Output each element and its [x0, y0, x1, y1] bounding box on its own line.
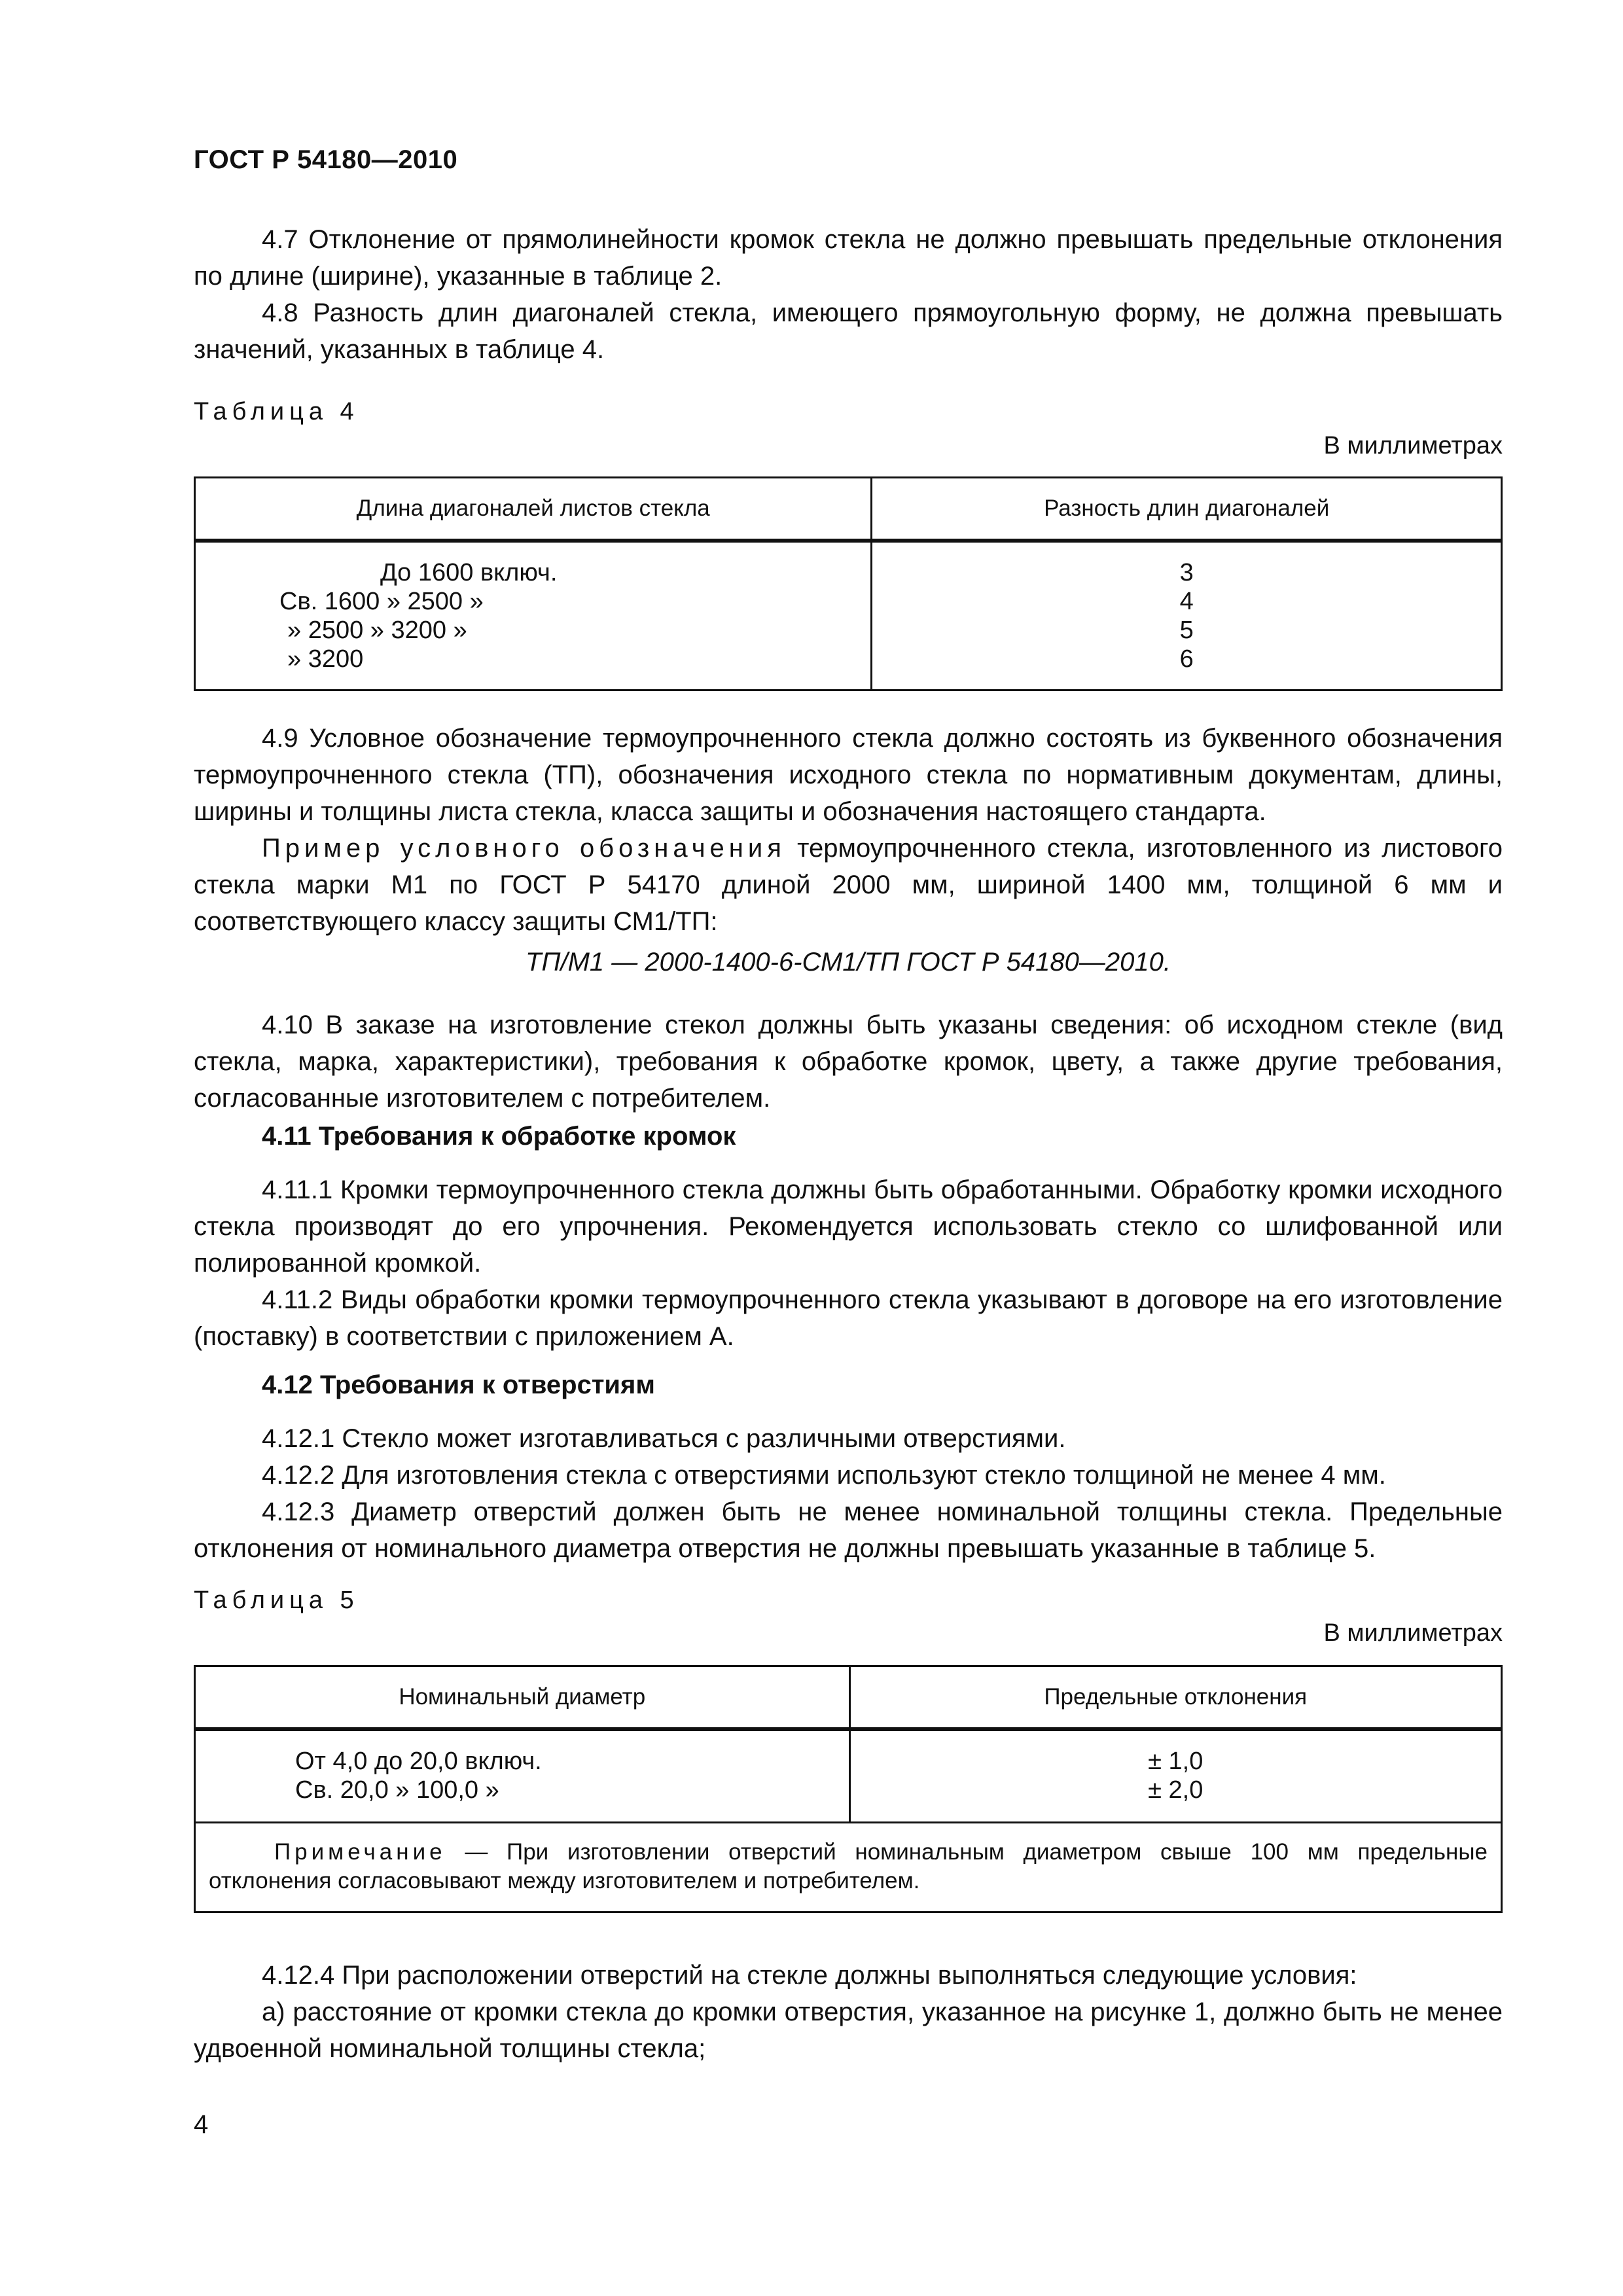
paragraph-4-12-1: 4.12.1 Стекло может изготавливаться с различными отверстиями.	[262, 1424, 1066, 1453]
example-designation: ТП/М1 — 2000-1400-6-СМ1/ТП ГОСТ Р 54180—2010.	[526, 948, 1171, 977]
table-4-caption: Таблица 4	[194, 398, 359, 425]
paragraph-4-7: 4.7 Отклонение от прямолинейности кромок стекла не должно превышать предельные отклонения по длине (ширине), указанные в таблице 2.	[194, 225, 1503, 291]
table-row: Св. 20,0 » 100,0 »	[295, 1776, 499, 1804]
paragraph-a: а) расстояние от кромки стекла до кромки отверстия, указанное на рисунке 1, должно быть не менее удвоенной номинальной толщины стекла;	[194, 1998, 1503, 2063]
table-5-value-cell	[849, 1729, 1501, 1823]
note-text: — При изготовлении отверстий номинальным диаметром свыше 100 мм предельные отклонения согласовывают между изготовителем и потребителем.	[209, 1839, 1488, 1893]
paragraph-4-12-3: 4.12.3 Диаметр отверстий должен быть не менее номинальной толщины стекла. Предельные отклонения от номинального диаметра отверстия не должны превышать указанные в таблице 5.	[194, 1498, 1503, 1563]
table-5-range-cell	[195, 1729, 850, 1823]
table-5-note	[195, 1823, 1502, 1912]
paragraph-4-9: 4.9 Условное обозначение термоупрочненного стекла должно состоять из буквенного обозначения термоупрочненного стекла (ТП), обозначения исходного стекла по нормативным документам, длины, ширины и толщины листа стекла, класса защиты и обозначения настоящего стандарта.	[194, 724, 1503, 826]
example-label: Пример условного обозначения	[262, 834, 786, 863]
table-4	[194, 476, 1503, 691]
table-4-value-cell	[872, 541, 1502, 691]
paragraph-example	[194, 830, 1503, 940]
heading-4-11: 4.11 Требования к обработке кромок	[262, 1122, 736, 1151]
table-row: ± 1,0	[1148, 1748, 1204, 1775]
table-4-header-length: Длина диагоналей листов стекла	[195, 478, 872, 541]
paragraph-4-12-2: 4.12.2 Для изготовления стекла с отверстиями используют стекло толщиной не менее 4 мм.	[262, 1461, 1386, 1490]
paragraph-4-8: 4.8 Разность длин диагоналей стекла, имеющего прямоугольную форму, не должна превышать значений, указанных в таблице 4.	[194, 298, 1503, 364]
table-row: 3	[1179, 559, 1194, 586]
table-5-header-tolerance: Предельные отклонения	[849, 1666, 1501, 1730]
paragraph-4-10: 4.10 В заказе на изготовление стекол должны быть указаны сведения: об исходном стекле (вид стекла, марка, характеристики), требования к обработке кромок, цвету, а также другие требования, согласованные изготовителем с потребителем.	[194, 1011, 1503, 1113]
example-text: термоупрочненного стекла, изготовленного из листового стекла марки М1 по ГОСТ Р 54170 длиной 2000 мм, шириной 1400 мм, толщиной 6 мм и соответствующего классу защиты СМ1/ТП:	[194, 834, 1503, 936]
table-row: 5	[1179, 617, 1194, 644]
table-row: Св. 1600 » 2500 »	[279, 588, 484, 615]
table-row: » 3200	[287, 645, 364, 673]
paragraph-4-12-4: 4.12.4 При расположении отверстий на стекле должны выполняться следующие условия:	[262, 1961, 1357, 1990]
table-row: 4	[1179, 588, 1194, 615]
document-page	[194, 0, 1503, 2296]
table-5-units: В миллиметрах	[1323, 1619, 1503, 1647]
paragraph-4-11-2: 4.11.2 Виды обработки кромки термоупрочненного стекла указывают в договоре на его изготовление (поставку) в соответствии с приложением А.	[194, 1285, 1503, 1351]
note-label: Примечание	[274, 1839, 446, 1865]
table-row: » 2500 » 3200 »	[287, 617, 467, 644]
page-number: 4	[194, 2110, 209, 2139]
table-5-caption: Таблица 5	[194, 1587, 359, 1614]
table-row: 6	[1179, 645, 1194, 673]
table-4-range-cell	[195, 541, 872, 691]
table-5-header-diameter: Номинальный диаметр	[195, 1666, 850, 1730]
table-5	[194, 1665, 1503, 1913]
table-4-units: В миллиметрах	[1323, 432, 1503, 459]
table-row: До 1600 включ.	[380, 559, 558, 586]
table-row: От 4,0 до 20,0 включ.	[295, 1748, 542, 1775]
table-row: ± 2,0	[1148, 1776, 1204, 1804]
document-header: ГОСТ Р 54180—2010	[194, 145, 458, 174]
table-4-header-difference: Разность длин диагоналей	[872, 478, 1502, 541]
heading-4-12: 4.12 Требования к отверстиям	[262, 1371, 655, 1399]
paragraph-4-11-1: 4.11.1 Кромки термоупрочненного стекла должны быть обработанными. Обработку кромки исходного стекла производят до его упрочнения. Рекомендуется использовать стекло со шлифованной или полированной кромкой.	[194, 1175, 1503, 1278]
